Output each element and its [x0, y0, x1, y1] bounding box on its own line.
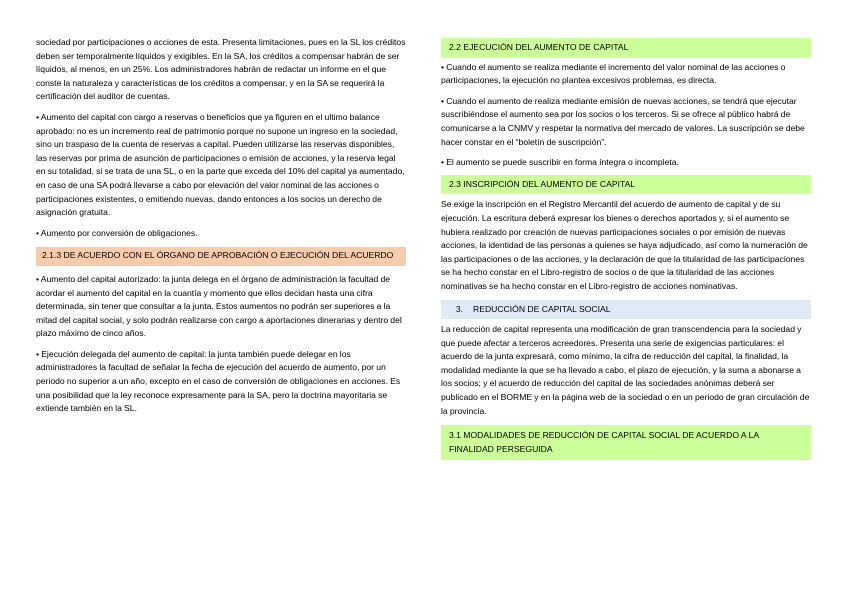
paragraph-registration: Se exige la inscripción en el Registro Mercantil del acuerdo de aumento de capital y de su ejecución. La escritura deberá expresar los bienes o derechos aportados y, si el aumento se hubiera realizado por creación de nuevas participaciones sociales o por emisión de nuevas acciones, la identidad de las personas a quienes se haya adjudicado, así como la numeración de las participaciones o de las acciones, y la declaración de que la titularidad de las participaciones se ha hecho constar en el Libro-registro de socios o de que la titularidad de las acciones nominativas se ha hecho constar en el Libro-registro de acciones nominativas.: [441, 199, 808, 291]
left-column: [36, 36, 406, 416]
bullet-authorized-capital: • Aumento del capital autorizado: la junta delega en el órgano de administración la facultad de acordar el aumento del capital en la cuantía y momento que ellos decidan hasta una cifra determinada, sin tener que consultar a la junta. Estos aumentos no podrán ser superiores a la mitad del capital social, y solo podrán realizarse con cargo a aportaciones dinerarias y dentro del plazo máximo de cinco años.: [36, 273, 402, 339]
bullet-bond-conversion: • Aumento por conversión de obligaciones.: [36, 227, 198, 238]
section-heading-2-1-3: 2.1.3 DE ACUERDO CON EL ÓRGANO DE APROBACIÓN O EJECUCIÓN DEL ACUERDO: [36, 247, 406, 266]
section-number: 3.: [455, 303, 463, 314]
section-heading-2-3: 2.3 INSCRIPCIÓN DEL AUMENTO DE CAPITAL: [441, 175, 811, 195]
right-column: [441, 36, 811, 460]
section-heading-3-1: 3.1 MODALIDADES DE REDUCCIÓN DE CAPITAL SOCIAL DE ACUERDO A LA FINALIDAD PERSEGUIDA: [441, 425, 811, 460]
bullet-reserves-increase: • Aumento del capital con cargo a reservas o beneficios que ya figuren en el ultimo balance aprobado: no es un incremento real de patrimonio porque no supone un ingreso en la sociedad, sino un traspaso de la cuenta de reservas a capital. Pueden utilizarse las reservas disponibles, las reservas por prima de asunción de participaciones o emisión de acciones, y la reserva legal en su totalidad, si se trata de una SL, o en la parte que exceda del 10% del capital ya aumentado, en caso de una SA podrá llevarse a cabo por elevación del valor nominal de las acciones o participaciones existentes, o emitiendo nuevas, dando entonces a los socios un derecho de asignación gratuita.: [36, 111, 405, 218]
section-heading-2-2: 2.2 EJECUCIÓN DEL AUMENTO DE CAPITAL: [441, 38, 811, 58]
bullet-delegated-execution: • Ejecución delegada del aumento de capital: la junta también puede delegar en los administradores la facultad de señalar la fecha de ejecución del acuerdo de aumento, por un periodo no superior a un año, excepto en el caso de conversión de obligaciones en acciones. Es una posibilidad que la ley reconoce expresamente para la SA, pero la doctrina mayoritaria se extiende también en la SL.: [36, 348, 401, 414]
section-title: REDUCCIÓN DE CAPITAL SOCIAL: [473, 303, 611, 314]
bullet-new-shares-issue: • Cuando el aumento de realiza mediante emisión de nuevas acciones, se tendrá que ejecutar suscribiéndose el aumento sea por los socios o los terceros. Si se ofrece al público habrá de comunicarse a la CNMV y respetar la normativa del mercado de valores. La suscripción se debe hacer constar en el “boletín de suscripción”.: [441, 95, 805, 147]
section-heading-3: [441, 300, 811, 320]
bullet-full-or-partial: • El aumento se puede suscribir en forma íntegra o incompleta.: [441, 157, 679, 168]
paragraph-credit-compensation: sociedad por participaciones o acciones de esta. Presenta limitaciones, pues en la SL los créditos deben ser temporalmente líquidos y exigibles. En la SA, los créditos a compensar habrán de ser líquidos, al menos, en un 25%. Los administradores habrán de redactar un informe en el que conste la naturaleza y características de los créditos a compensar, y en la SA se requerirá la certificación del auditor de cuentas.: [36, 37, 406, 102]
bullet-nominal-increase: • Cuando el aumento se realiza mediante el incremento del valor nominal de las acciones o participaciones, la ejecución no plantea excesivos problemas, es directa.: [441, 61, 786, 86]
paragraph-capital-reduction: La reducción de capital representa una modificación de gran transcendencia para la sociedad y que puede afectar a terceros acreedores. Presenta una serie de exigencias particulares: el acuerdo de la junta expresará, como mínimo, la cifra de reducción del capital, la finalidad, la modalidad mediante la que se ha llevado a cabo, el plazo de ejecución, y la suma a abonarse a los socios; y el acuerdo de reducción del capital de las sociedades anónimas deberá ser publicado en el BORME y en la página web de la sociedad o en un periodo de gran circulación de la provincia.: [441, 324, 810, 416]
